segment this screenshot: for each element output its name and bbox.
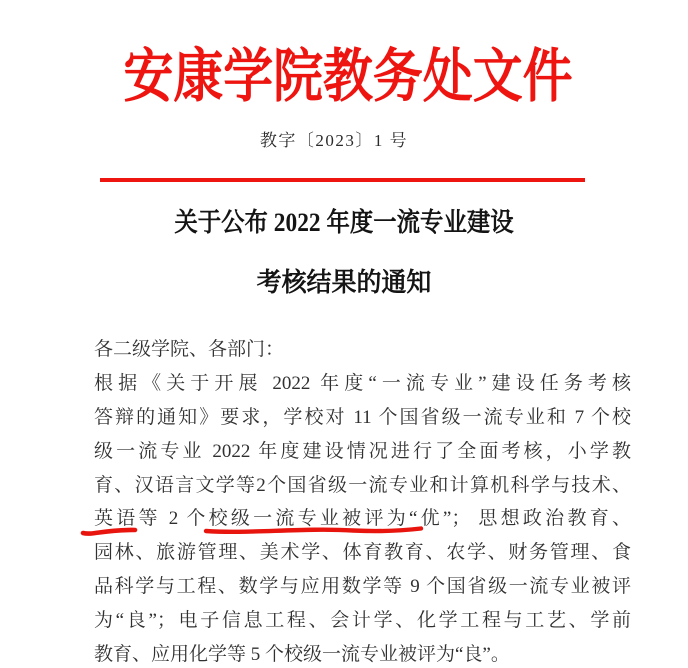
organization-title: 安康学院教务处文件 <box>123 44 573 109</box>
highlight-text: 校级一流专业被评为“优” <box>208 508 452 530</box>
body-line: 答辩的通知》要求，学校对 11 个国省级一流专业和 7 个校 <box>94 406 631 428</box>
body-line: 为“良”；电子信息工程、会计学、化学工程与工艺、学前 <box>94 610 631 632</box>
red-separator-line <box>100 178 585 182</box>
notice-body <box>94 333 631 668</box>
body-text-segment: ； 思想政治教育、 <box>451 508 631 530</box>
body-line: 园林、旅游管理、美术学、体育教育、农学、财务管理、食 <box>94 542 631 564</box>
salutation-line: 各二级学院、各部门： <box>94 339 285 360</box>
body-line: 级一流专业 2022 年度建设情况进行了全面考核，小学教 <box>94 440 631 462</box>
body-line-last: 教育、应用化学等 5 个校级一流专业被评为“良”。 <box>94 644 510 666</box>
notice-title-line1: 关于公布 2022 年度一流专业建设 <box>174 208 514 237</box>
body-line: 根据《关于开展 2022 年度“一流专业”建设任务考核 <box>94 372 631 394</box>
underlined-phrase-rating <box>209 508 452 529</box>
body-line: 品科学与工程、数学与应用数学等 9 个国省级一流专业被评 <box>94 576 631 598</box>
body-line-highlighted <box>94 502 631 536</box>
highlight-text: 英语 <box>94 508 139 530</box>
document-number: 教字〔2023〕1 号 <box>259 131 409 150</box>
body-text-segment: 等 2 个 <box>138 508 209 530</box>
underlined-phrase-english <box>94 508 139 529</box>
body-line: 育、汉语言文学等2个国省级一流专业和计算机科学与技术、 <box>94 474 631 496</box>
notice-title-line2: 考核结果的通知 <box>256 268 432 297</box>
